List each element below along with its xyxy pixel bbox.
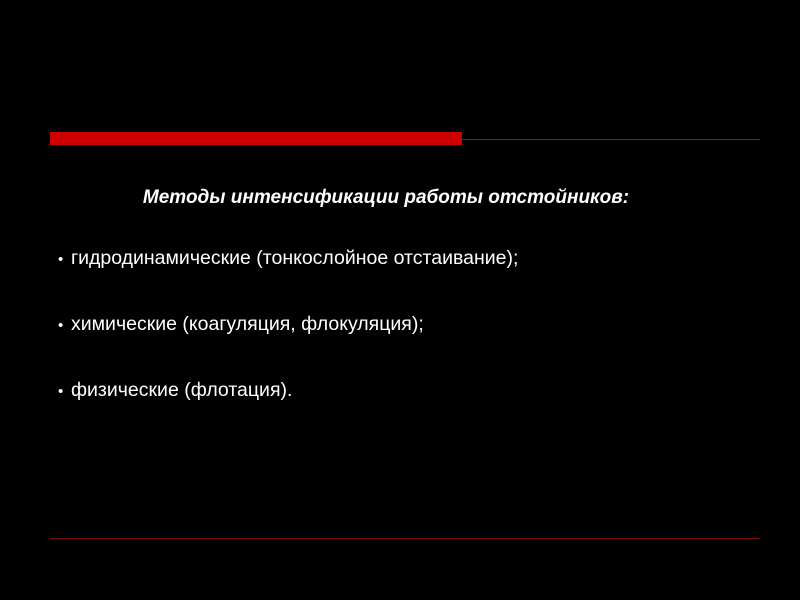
bullet-marker-icon: • [58,317,64,334]
list-item [50,311,762,339]
bullet-marker-icon: • [58,383,64,400]
list-item-label: химические (коагуляция, флокуляция); [71,313,424,335]
list-item-label: физические (флотация). [71,379,293,401]
top-accent-bar [50,132,462,145]
list-item [50,245,762,273]
slide-content [50,185,762,405]
bullet-marker-icon: • [58,251,64,268]
slide-heading: Методы интенсификации работы отстойников: [142,187,630,208]
list-item-label: гидродинамические (тонкослойное отстаивание); [71,247,519,269]
bottom-divider-line [50,538,760,539]
list-item [50,377,762,405]
bullet-list [50,245,762,405]
